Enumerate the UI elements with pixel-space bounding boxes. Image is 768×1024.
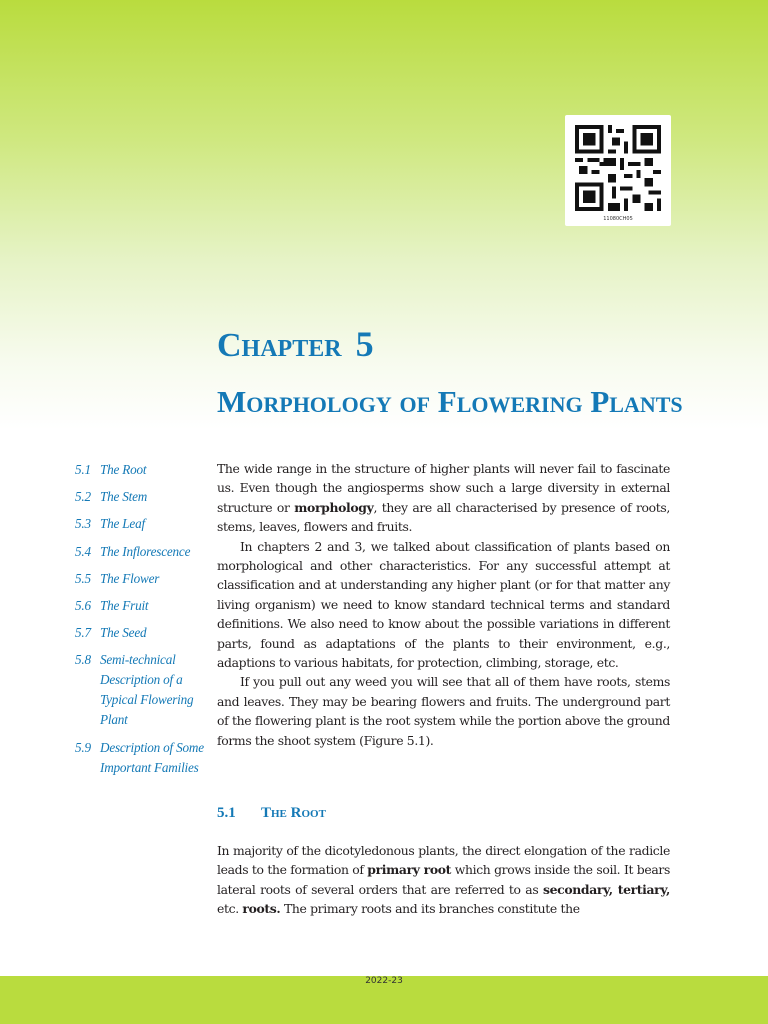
section-title: The Root bbox=[261, 805, 326, 821]
chapter-title: Morphology of Flowering Plants bbox=[217, 384, 683, 419]
text-run: The primary roots and its branches constitute the bbox=[280, 901, 580, 917]
toc-item-title: The Root bbox=[100, 462, 147, 477]
toc-item[interactable] bbox=[75, 596, 215, 616]
toc-item-number: 5.9 bbox=[75, 739, 91, 755]
intro-paragraph-1 bbox=[217, 459, 670, 537]
toc-item[interactable] bbox=[75, 623, 215, 643]
text-run: , they are all characterised by presence of roots, stems, leaves, flowers and fruits. bbox=[217, 499, 670, 535]
toc-item[interactable] bbox=[75, 650, 215, 730]
text-run: In majority of the dicotyledonous plants, the direct elongation of the radicle leads to the formation of bbox=[217, 843, 670, 878]
root-section-text bbox=[217, 841, 670, 919]
toc-item[interactable] bbox=[75, 569, 215, 589]
toc-item-number: 5.3 bbox=[75, 516, 91, 532]
chapter-number: 5 bbox=[355, 324, 374, 364]
intro-paragraph-3: If you pull out any weed you will see that all of them have roots, stems and leaves. They may be bearing flowers and fruits. The underground part of the flowering plant is the root system while the portion above the ground forms the shoot system (Figure 5.1). bbox=[217, 674, 670, 748]
chapter-label bbox=[217, 322, 374, 368]
toc-item[interactable] bbox=[75, 738, 215, 778]
toc-item-number: 5.4 bbox=[75, 543, 91, 559]
root-paragraph bbox=[217, 841, 670, 919]
toc-item[interactable] bbox=[75, 542, 215, 562]
intro-paragraph-2: In chapters 2 and 3, we talked about classification of plants based on morphological and other characteristics. For any successful attempt at classification and at understanding any higher plant (or for that matter any living organism) we need to know standard technical terms and standard definitions. We also need to know about the possible variations in different parts, found as adaptations of the plants to their environment, e.g., adaptions to various habitats, for protection, climbing, storage, etc. bbox=[217, 538, 670, 671]
qr-code-caption: 11080CH05 bbox=[603, 216, 633, 222]
term-morphology: morphology bbox=[294, 499, 374, 515]
toc-item-number: 5.7 bbox=[75, 625, 91, 641]
qr-code-card bbox=[565, 115, 671, 226]
term-secondary-tertiary: secondary, tertiary, bbox=[542, 881, 670, 897]
toc-item[interactable] bbox=[75, 487, 215, 507]
toc-item-number: 5.5 bbox=[75, 570, 91, 586]
toc-item-title: The Fruit bbox=[100, 597, 149, 613]
section-number: 5.1 bbox=[217, 805, 236, 821]
toc-item-number: 5.1 bbox=[75, 462, 91, 477]
chapter-contents-list bbox=[75, 460, 215, 785]
toc-item-title: The Inflorescence bbox=[100, 543, 191, 559]
toc-item-title: The Seed bbox=[100, 625, 147, 641]
text-run: which grows inside the soil. It bears lateral roots of several orders that are referred to as bbox=[217, 862, 670, 897]
text-run: etc. bbox=[217, 901, 243, 917]
toc-item-number: 5.2 bbox=[75, 489, 91, 505]
toc-item-number: 5.8 bbox=[75, 652, 91, 668]
toc-item-title: The Stem bbox=[100, 489, 148, 505]
toc-item-title: Description of Some Important Families bbox=[100, 739, 204, 775]
toc-item-title: The Flower bbox=[100, 570, 160, 586]
text-run: The wide range in the structure of higher plants will never fail to fascinate us. Even though the angiosperms show such a large diversity in external structure or bbox=[217, 461, 670, 515]
section-heading bbox=[217, 802, 326, 824]
toc-item[interactable] bbox=[75, 514, 215, 534]
footer-year: 2022-23 bbox=[365, 976, 403, 986]
term-roots: roots. bbox=[242, 901, 281, 917]
chapter-word: Chapter bbox=[217, 327, 342, 364]
toc-item-title: The Leaf bbox=[100, 516, 145, 532]
toc-item[interactable] bbox=[75, 460, 215, 480]
toc-item-title: Semi-technical Description of a Typical Flowering Plant bbox=[100, 652, 194, 728]
toc-item-number: 5.6 bbox=[75, 597, 91, 613]
qr-code-icon bbox=[575, 125, 661, 211]
term-primary-root: primary root bbox=[367, 862, 452, 878]
intro-text bbox=[217, 459, 670, 750]
